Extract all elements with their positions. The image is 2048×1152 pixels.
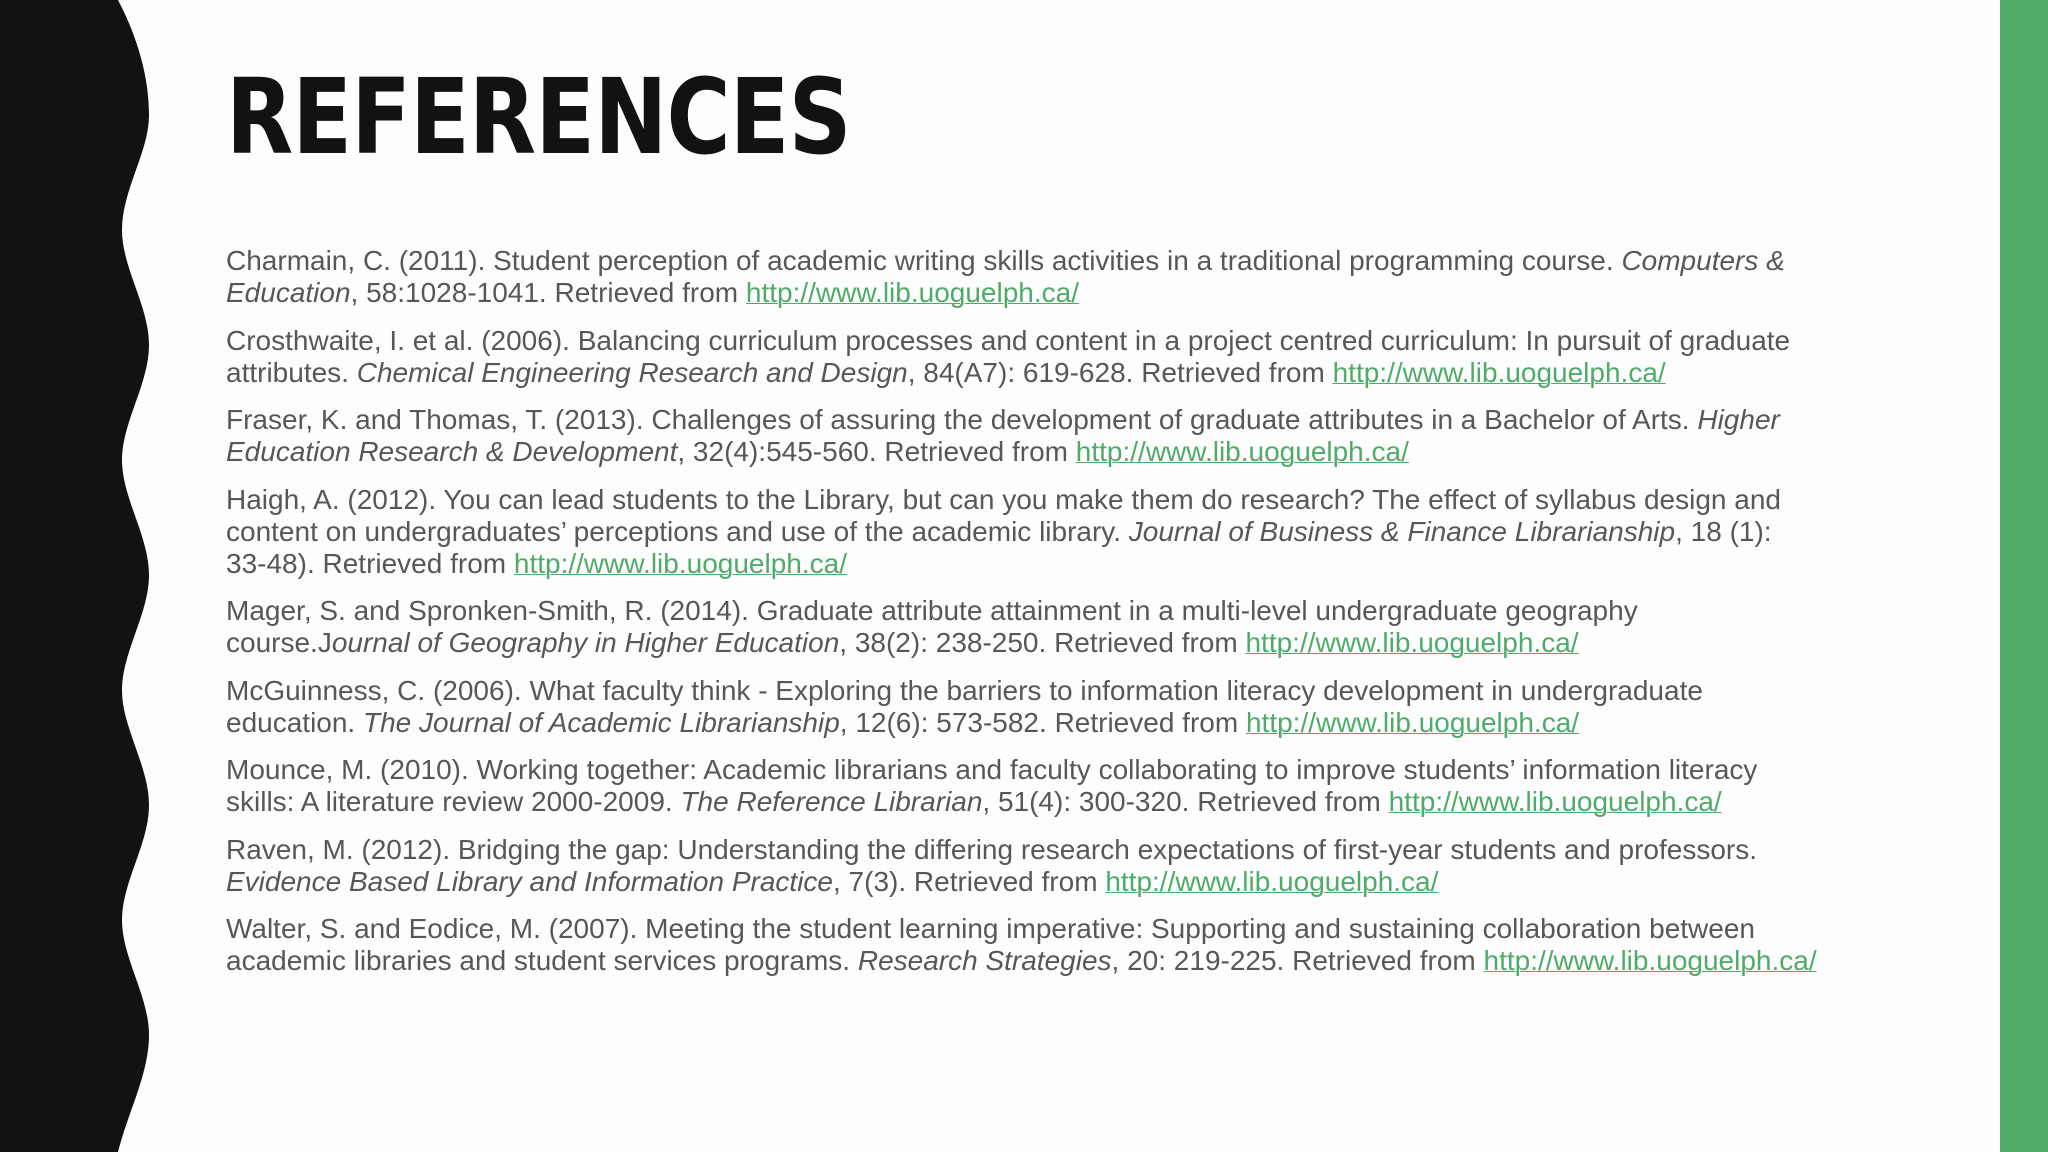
reference-link[interactable]: http://www.lib.uoguelph.ca/ (1105, 865, 1439, 897)
accent-side-bar (2000, 0, 2048, 1152)
reference-link[interactable]: http://www.lib.uoguelph.ca/ (1245, 706, 1580, 738)
reference-item: Fraser, K. and Thomas, T. (2013). Challenges of assuring the development of graduate attributes in a Bachelor of Arts. Higher Education Research & Development, 32(4):545-560. Retrieved from http://www.lib.uoguelph.ca/ (226, 404, 1780, 467)
reference-link[interactable]: http://www.lib.uoguelph.ca/ (745, 277, 1079, 308)
reference-item: Walter, S. and Eodice, M. (2007). Meeting the student learning imperative: Supporting and sustaining collaboration between academic libraries and student services programs. Research Strategies, 20: 219-225. Retrieved from http://www.lib.uoguelph.ca/ (226, 913, 1817, 976)
reference-link[interactable]: http://www.lib.uoguelph.ca/ (513, 547, 847, 579)
reference-item: Mounce, M. (2010). Working together: Academic librarians and faculty collaborating to improve students’ information literacy skills: A literature review 2000-2009. The Reference Librarian, 51(4): 300-320. Retrieved from http://www.lib.uoguelph.ca/ (226, 754, 1758, 817)
reference-item: Haigh, A. (2012). You can lead students to the Library, but can you make them do research? The effect of syllabus design and content on undergraduates’ perceptions and use of the academic library. Journal of Business & Finance Librarianship, 18 (1): 33-48). Retrieved from http://www.lib.uoguelph.ca/ (226, 483, 1781, 579)
reference-link[interactable]: http://www.lib.uoguelph.ca/ (1483, 945, 1817, 976)
reference-link[interactable]: http://www.lib.uoguelph.ca/ (1075, 436, 1409, 467)
reference-item: Raven, M. (2012). Bridging the gap: Understanding the differing research expectations of first-year students and professors. Evidence Based Library and Information Practice, 7(3). Retrieved from http://www.lib.uoguelph.ca/ (226, 833, 1757, 897)
page-title: REFERENCES (226, 56, 851, 178)
reference-item: Crosthwaite, I. et al. (2006). Balancing curriculum processes and content in a project centred curriculum: In pursuit of graduate attributes. Chemical Engineering Research and Design, 84(A7): 619-628. Retrieved from http://www.lib.uoguelph.ca/ (226, 324, 1791, 388)
reference-item: Charmain, C. (2011). Student perception of academic writing skills activities in a traditional programming course. Computers & Education, 58:1028-1041. Retrieved from http://www.lib.uoguelph.ca/ (226, 245, 1785, 308)
reference-link[interactable]: http://www.lib.uoguelph.ca/ (1388, 786, 1722, 817)
wave-shape (0, 0, 149, 1152)
reference-item: Mager, S. and Spronken-Smith, R. (2014). Graduate attribute attainment in a multi-level undergraduate geography course.Journal of Geography in Higher Education, 38(2): 238-250. Retrieved from http://www.lib.uoguelph.ca/ (226, 595, 1638, 658)
reference-link[interactable]: http://www.lib.uoguelph.ca/ (1245, 627, 1579, 658)
reference-item: McGuinness, C. (2006). What faculty think - Exploring the barriers to information literacy development in undergraduate education. The Journal of Academic Librarianship, 12(6): 573-582. Retrieved from http://www.lib.uoguelph.ca/ (226, 674, 1703, 738)
decorative-wave-bar (0, 0, 160, 1152)
reference-list (226, 245, 1906, 993)
reference-link[interactable]: http://www.lib.uoguelph.ca/ (1332, 356, 1666, 388)
